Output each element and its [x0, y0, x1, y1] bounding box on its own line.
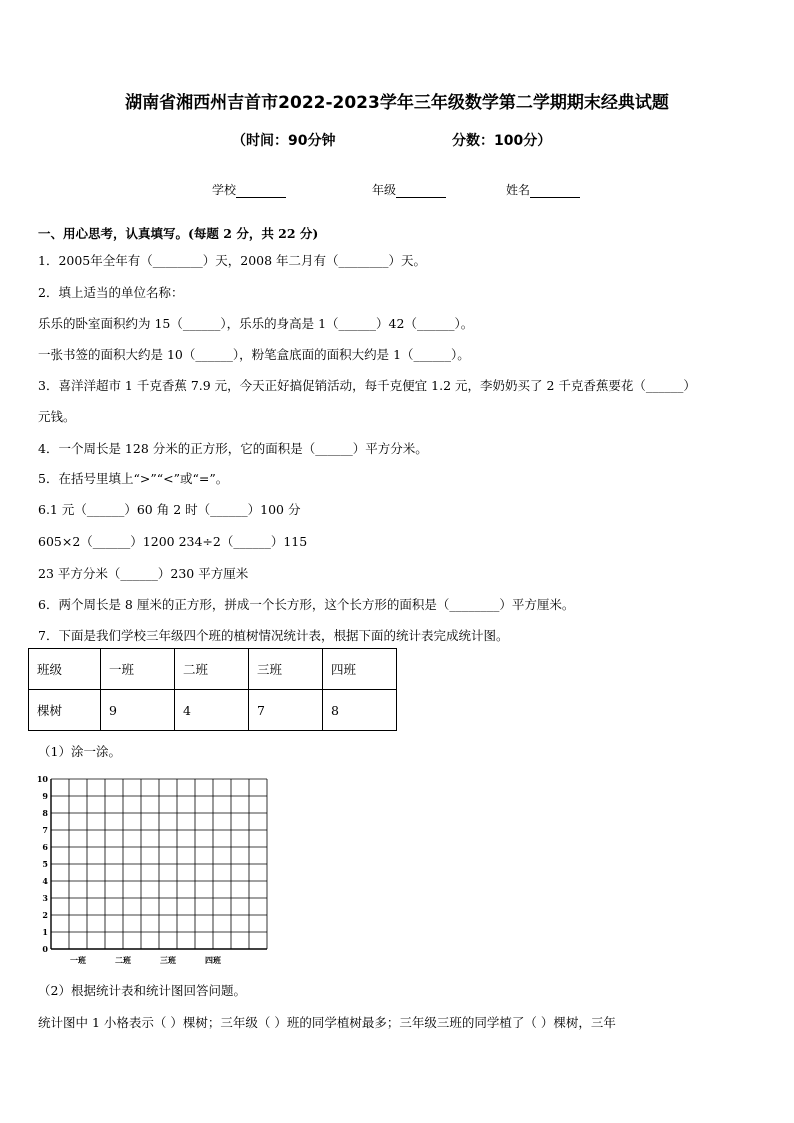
question-2a: 乐乐的卧室面积约为 15（______），乐乐的身高是 1（______）42（______）。 [38, 316, 474, 331]
question-7-1: （1）涂一涂。 [38, 744, 121, 759]
table-cell: 班级 [29, 649, 101, 690]
page-title: 湖南省湘西州吉首市2022-2023学年三年级数学第二学期期末经典试题 [125, 93, 669, 113]
exam-time: （时间：90分钟 [232, 133, 336, 149]
table-cell: 9 [101, 690, 175, 731]
chart-svg[interactable] [30, 772, 270, 967]
question-4: 4．一个周长是 128 分米的正方形，它的面积是（______）平方分米。 [38, 441, 428, 456]
question-5b: 605×2（______）1200 234÷2（______）115 [38, 534, 308, 549]
question-5a: 6.1 元（______）60 角 2 时（______）100 分 [38, 502, 301, 517]
tree-planting-table [28, 648, 397, 731]
question-5c: 23 平方分米（______）230 平方厘米 [38, 566, 249, 581]
y-tick-label: 4 [42, 876, 48, 886]
x-tick-label: 一班 [70, 955, 86, 965]
question-7: 7．下面是我们学校三年级四个班的植树情况统计表，根据下面的统计表完成统计图。 [38, 628, 509, 643]
school-blank[interactable] [236, 185, 286, 198]
table-cell: 四班 [323, 649, 397, 690]
table-cell: 二班 [175, 649, 249, 690]
table-cell: 一班 [101, 649, 175, 690]
y-tick-label: 7 [42, 825, 48, 835]
question-7-2: （2）根据统计表和统计图回答问题。 [38, 983, 246, 998]
table-cell: 7 [249, 690, 323, 731]
name-field[interactable] [506, 181, 580, 198]
table-header-row [29, 649, 397, 690]
table-cell: 8 [323, 690, 397, 731]
question-1: 1．2005年全年有（________）天，2008 年二月有（________）天。 [38, 253, 427, 268]
y-tick-label: 9 [42, 791, 48, 801]
x-tick-label: 二班 [115, 955, 131, 965]
y-tick-label: 6 [42, 842, 48, 852]
y-tick-label: 2 [42, 910, 48, 920]
question-3b: 元钱。 [38, 409, 76, 424]
school-label: 学校 [212, 183, 237, 197]
question-2b: 一张书签的面积大约是 10（______），粉笔盒底面的面积大约是 1（______）。 [38, 347, 470, 362]
table-row [29, 690, 397, 731]
y-tick-label: 10 [36, 774, 48, 784]
y-tick-label: 8 [42, 808, 48, 818]
question-6: 6．两个周长是 8 厘米的正方形，拼成一个长方形，这个长方形的面积是（________）平方厘米。 [38, 597, 575, 612]
y-tick-label: 1 [42, 927, 48, 937]
school-field[interactable] [212, 181, 286, 198]
name-blank[interactable] [530, 185, 580, 198]
y-tick-label: 3 [42, 893, 48, 903]
grade-blank[interactable] [396, 185, 446, 198]
question-5: 5．在括号里填上“>”“<”或“=”。 [38, 471, 229, 486]
question-3a: 3．喜洋洋超市 1 千克香蕉 7.9 元，今天正好搞促销活动，每千克便宜 1.2 元，李奶奶买了 2 千克香蕉要花（______） [38, 378, 696, 393]
y-tick-label: 0 [42, 944, 48, 954]
table-cell: 4 [175, 690, 249, 731]
table-cell: 棵树 [29, 690, 101, 731]
question-7-2a: 统计图中 1 小格表示（ ）棵树；三年级（ ）班的同学植树最多；三年级三班的同学植了（ ）棵树，三年 [38, 1015, 616, 1030]
section-heading: 一、用心思考，认真填写。(每题 2 分，共 22 分) [38, 226, 319, 241]
x-tick-label: 四班 [205, 955, 221, 965]
table-cell: 三班 [249, 649, 323, 690]
x-tick-label: 三班 [160, 955, 176, 965]
bar-chart-grid[interactable] [30, 772, 270, 971]
grade-field[interactable] [372, 181, 446, 198]
exam-score: 分数：100分） [452, 133, 552, 149]
name-label: 姓名 [506, 183, 531, 197]
y-tick-label: 5 [42, 859, 48, 869]
grade-label: 年级 [372, 183, 397, 197]
question-2: 2．填上适当的单位名称： [38, 285, 184, 300]
